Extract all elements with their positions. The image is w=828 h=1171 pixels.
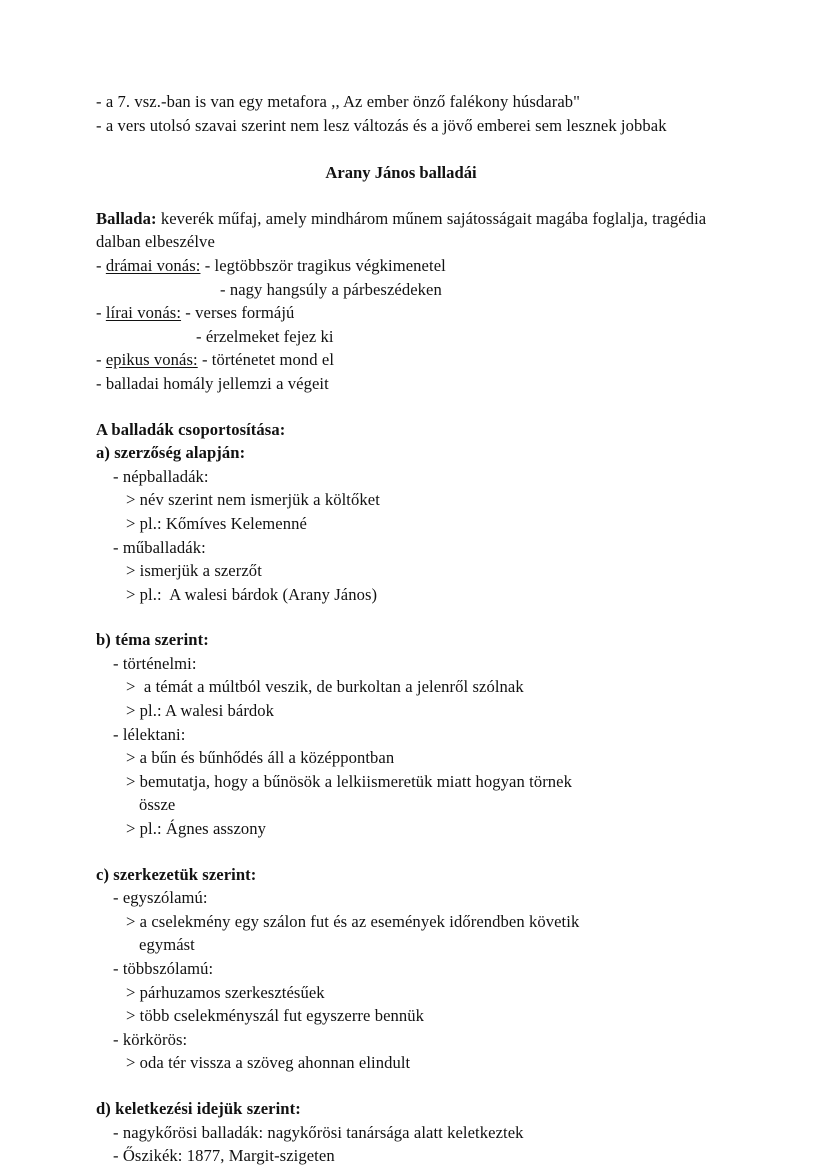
definition-body-2: dalban elbeszélve [96,232,215,252]
list-item: > a bűn és bűnhődés áll a középpontban [126,748,395,768]
spacer-before-title [96,137,736,161]
list-item: > a témát a múltból veszik, de burkoltan a jelenről szólnak [126,677,524,697]
spacer-before-section-b [96,606,736,628]
section-heading-b: b) téma szerint: [96,630,209,650]
definition-term: Ballada: [96,208,157,228]
section-heading-a: a) szerzőség alapján: [96,443,246,463]
list-item: > párhuzamos szerkesztésűek [126,982,325,1002]
spacer-after-title [96,185,736,207]
section-heading-c: c) szerkezetük szerint: [96,864,257,884]
list-item: > pl.: Ágnes asszony [126,819,267,839]
list-item: - népballadák: [113,466,209,486]
document-body [96,90,736,1168]
list-item: - körkörös: [113,1029,188,1049]
list-item: > bemutatja, hogy a bűnösök a lelkiismeretük miatt hogyan törnek [126,771,573,791]
trait-epikus [96,348,736,372]
list-item: > a cselekmény egy szálon fut és az események időrendben követik [126,911,580,931]
list-item: - egyszólamú: [113,888,208,908]
trait-dramai-value: - legtöbbször tragikus végkimenetel [200,255,446,275]
page-title: Arany János balladái [325,163,477,183]
list-item: - műballadák: [113,537,206,557]
spacer-before-section-d [96,1075,736,1097]
list-item: - nagykőrösi balladák: nagykőrösi tanársága alatt keletkeztek [113,1122,524,1142]
intro-line-2: - a vers utolsó szavai szerint nem lesz változás és a jövő emberei sem lesznek jobbak [96,115,667,135]
list-item: > név szerint nem ismerjük a költőket [126,490,380,510]
grouping-heading: A balladák csoportosítása: [96,419,286,439]
list-item-continuation: össze [139,795,176,815]
list-item: > pl.: A walesi bárdok (Arany János) [126,584,378,604]
list-item: > pl.: A walesi bárdok [126,701,275,721]
list-item: - történelmi: [113,653,197,673]
trait-dramai-label: drámai vonás: [105,255,201,275]
trait-lirai-value: - verses formájú [181,303,295,323]
trait-dramai [96,254,736,278]
list-item: - lélektani: [113,724,186,744]
trait-lirai-dash: - [96,303,106,323]
spacer-before-section-c [96,841,736,863]
list-item: > pl.: Kőmíves Kelemenné [126,513,307,533]
trait-dramai-dash: - [96,255,106,275]
spacer-before-grouping [96,396,736,418]
trait-epikus-label: epikus vonás: [105,350,198,370]
trait-epikus-value: - történetet mond el [197,350,335,370]
section-heading-d: d) keletkezési idejük szerint: [96,1098,301,1118]
intro-line-1: - a 7. vsz.-ban is van egy metafora ,, Az ember önző falékony húsdarab" [96,92,581,111]
trait-dramai-sub: - nagy hangsúly a párbeszédeken [220,279,442,299]
trait-lirai-sub: - érzelmeket fejez ki [196,326,334,346]
list-item: > ismerjük a szerzőt [126,561,262,581]
list-item-continuation: egymást [139,935,195,955]
list-item: > több cselekményszál fut egyszerre bennük [126,1006,425,1026]
trait-epikus-dash: - [96,350,106,370]
list-item: - Őszikék: 1877, Margit-szigeten [113,1146,335,1166]
list-item: - többszólamú: [113,959,214,978]
trait-lirai-label: lírai vonás: [105,303,182,323]
definition-line [96,207,736,231]
definition-body-1: keverék műfaj, amely mindhárom műnem sajátosságait magába foglalja, tragédia [156,208,707,228]
list-item: > oda tér vissza a szöveg ahonnan elindult [126,1053,411,1073]
trait-lirai [96,301,736,325]
trait-homaly: - balladai homály jellemzi a végeit [96,373,329,393]
